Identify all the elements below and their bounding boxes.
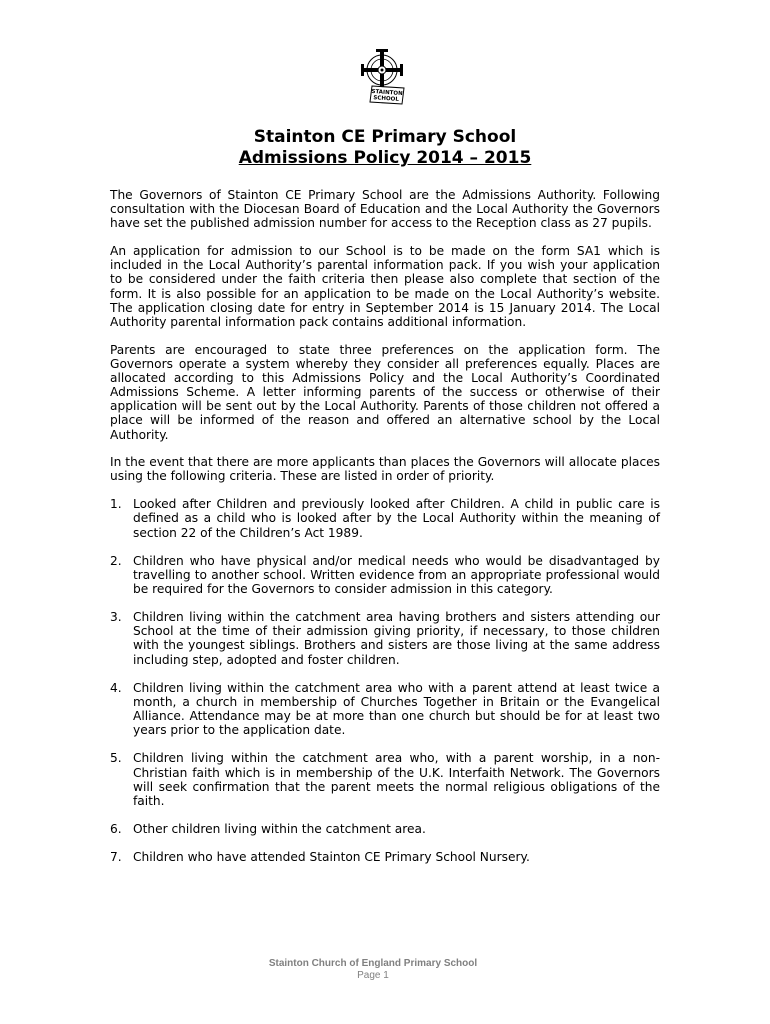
criteria-list: [110, 497, 660, 864]
criteria-text: Looked after Children and previously looked after Children. A child in public care is defined as a child who is looked after by the Local Authority within the meaning of section 22 of the Children’s Act 1989.: [133, 497, 660, 540]
criteria-item: [110, 822, 660, 836]
crest-text-line2: SCHOOL: [373, 95, 399, 103]
criteria-text: Other children living within the catchment area.: [133, 822, 426, 836]
criteria-text: Children living within the catchment area having brothers and sisters attending our School at the time of their admission giving priority, if necessary, to those children with the youngest siblings. Brothers and sisters are those living at the same address including step, adopted and foster children.: [133, 610, 660, 667]
criteria-number: 4.: [110, 680, 122, 695]
criteria-number: 7.: [110, 850, 122, 865]
criteria-item: [110, 610, 660, 667]
criteria-text: Children who have attended Stainton CE Primary School Nursery.: [133, 850, 530, 865]
criteria-item: [110, 850, 660, 864]
school-crest-icon: [360, 48, 410, 108]
criteria-number: 5.: [110, 751, 122, 766]
criteria-item: [110, 681, 660, 738]
policy-title: Admissions Policy 2014 – 2015: [238, 148, 532, 168]
document-body: [110, 188, 660, 878]
criteria-item: [110, 497, 660, 539]
criteria-number: 6.: [110, 822, 122, 836]
preferences-paragraph: Parents are encouraged to state three preferences on the application form. The Governors operate a system whereby they consider all preferences equally. Places are allocated according to this Admissions Policy and the Local Authority’s Coordinated Admissions Scheme. A letter informing parents of the success or otherwise of their application will be sent out by the Local Authority. Parents of those children not offered a place will be informed of the reason and offered an alternative school by the Local Authority.: [110, 342, 660, 442]
footer-page-number: Page 1: [357, 970, 389, 981]
intro-paragraph: The Governors of Stainton CE Primary School are the Admissions Authority. Following consultation with the Diocesan Board of Education and the Local Authority the Governors have set the published admission number for access to the Reception class as 27 pupils.: [110, 188, 660, 231]
page-footer: [0, 958, 746, 982]
criteria-number: 1.: [110, 497, 122, 512]
document-header: [110, 127, 660, 169]
criteria-number: 2.: [110, 553, 122, 568]
criteria-text: Children living within the catchment area who with a parent attend at least twice a month, a church in membership of Churches Together in Britain or the Evangelical Alliance. Attendance may be at more than one church but should be for at least two years prior to the application date.: [133, 680, 660, 738]
application-paragraph: An application for admission to our School is to be made on the form SA1 which is included in the Local Authority’s parental information pack. If you wish your application to be considered under the faith criteria then please also complete that section of the form. It is also possible for an application to be made on the Local Authority’s website. The application closing date for entry in September 2014 is 15 January 2014. The Local Authority parental information pack contains additional information.: [110, 244, 660, 329]
criteria-text: Children who have physical and/or medical needs who would be disadvantaged by travelling to another school. Written evidence from an appropriate professional would be required for the Governors to consider admission in this category.: [133, 553, 660, 596]
crest-text-line1: STAINTON: [371, 88, 403, 98]
criteria-intro-paragraph: In the event that there are more applicants than places the Governors will allocate places using the following criteria. These are listed in order of priority.: [110, 455, 660, 484]
criteria-text: Children living within the catchment area who, with a parent worship, in a non-Christian faith which is in membership of the U.K. Interfaith Network. The Governors will seek confirmation that the parent meets the normal religious obligations of the faith.: [133, 751, 660, 808]
criteria-number: 3.: [110, 610, 122, 625]
footer-school-name: Stainton Church of England Primary School: [268, 958, 478, 969]
criteria-item: [110, 751, 660, 808]
criteria-item: [110, 554, 660, 596]
school-title: Stainton CE Primary School: [253, 127, 517, 147]
